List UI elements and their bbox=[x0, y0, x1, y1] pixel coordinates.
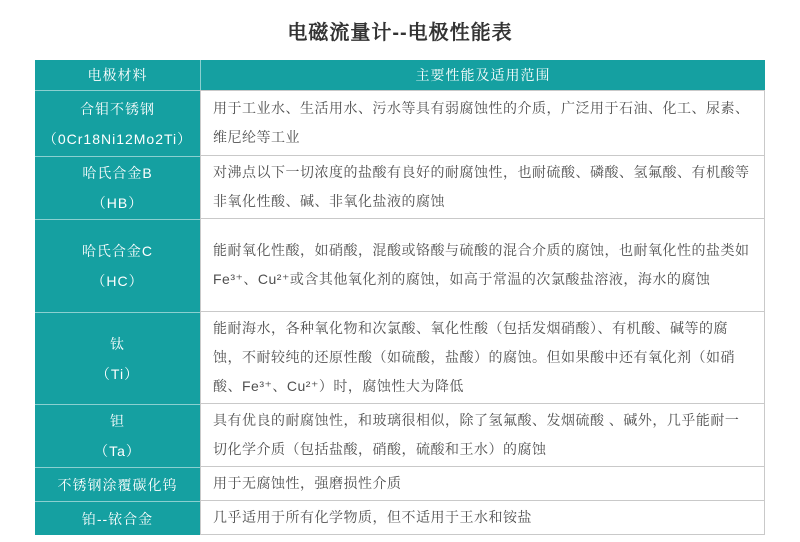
electrode-performance-table bbox=[35, 60, 765, 535]
material-cell bbox=[35, 467, 200, 501]
material-name: 铂--铱合金 bbox=[81, 510, 154, 527]
description-text: 用于工业水、生活用水、污水等具有弱腐蚀性的介质，广泛用于石油、化工、尿素、维尼纶等工业 bbox=[213, 100, 750, 145]
description-text: 能耐海水，各种氧化物和次氯酸、氧化性酸（包括发烟硝酸）、有机酸、碱等的腐蚀，不耐较纯的还原性酸（如硫酸，盐酸）的腐蚀。但如果酸中还有氧化剂（如硝酸、Fe³⁺、Cu²⁺）时，腐蚀性大为降低 bbox=[213, 320, 735, 394]
material-grade: （Ta） bbox=[94, 443, 141, 459]
material-name: 哈氏合金B bbox=[82, 165, 153, 181]
page-title: 电磁流量计--电极性能表 bbox=[287, 22, 513, 44]
header-material-label: 电极材料 bbox=[87, 67, 148, 83]
material-grade: （HB） bbox=[91, 195, 144, 211]
description-text: 用于无腐蚀性，强磨损性介质 bbox=[213, 475, 402, 491]
material-cell bbox=[35, 404, 200, 467]
description-cell bbox=[200, 501, 765, 535]
description-text: 对沸点以下一切浓度的盐酸有良好的耐腐蚀性，也耐硫酸、磷酸、氢氟酸、有机酸等非氧化性酸、碱、非氧化盐液的腐蚀 bbox=[213, 164, 750, 209]
page bbox=[0, 16, 800, 542]
material-name: 哈氏合金C bbox=[81, 243, 154, 259]
material-grade: （HC） bbox=[91, 273, 144, 289]
description-cell bbox=[200, 219, 765, 312]
description-text: 几乎适用于所有化学物质，但不适用于王水和铵盐 bbox=[213, 509, 532, 525]
description-cell bbox=[200, 156, 765, 219]
header-performance-label: 主要性能及适用范围 bbox=[415, 67, 551, 83]
material-cell bbox=[35, 501, 200, 535]
description-cell bbox=[200, 404, 765, 467]
description-text: 能耐氧化性酸，如硝酸，混酸或铬酸与硫酸的混合介质的腐蚀，也耐氧化性的盐类如Fe³⁺、Cu²⁺或含其他氧化剂的腐蚀，如高于常温的次氯酸盐溶液，海水的腐蚀 bbox=[213, 242, 750, 287]
header-cell-performance bbox=[200, 60, 765, 90]
description-text: 具有优良的耐腐蚀性，和玻璃很相似，除了氢氟酸、发烟硫酸 、碱外，几乎能耐一切化学介质（包括盐酸，硝酸，硫酸和王水）的腐蚀 bbox=[213, 412, 740, 457]
material-grade: （Ti） bbox=[95, 365, 140, 382]
description-cell bbox=[200, 90, 765, 156]
material-cell bbox=[35, 156, 200, 219]
material-name: 不锈钢涂覆碳化钨 bbox=[57, 476, 178, 493]
description-cell bbox=[200, 467, 765, 501]
material-cell bbox=[35, 90, 200, 156]
material-name: 合钼不锈钢 bbox=[80, 100, 155, 117]
description-cell bbox=[200, 312, 765, 404]
material-cell bbox=[35, 219, 200, 312]
material-grade: （0Cr18Ni12Mo2Ti） bbox=[42, 130, 193, 147]
header-cell-material bbox=[35, 60, 200, 90]
material-name: 钛 bbox=[110, 335, 125, 352]
material-cell bbox=[35, 312, 200, 404]
material-name: 钽 bbox=[110, 413, 125, 429]
